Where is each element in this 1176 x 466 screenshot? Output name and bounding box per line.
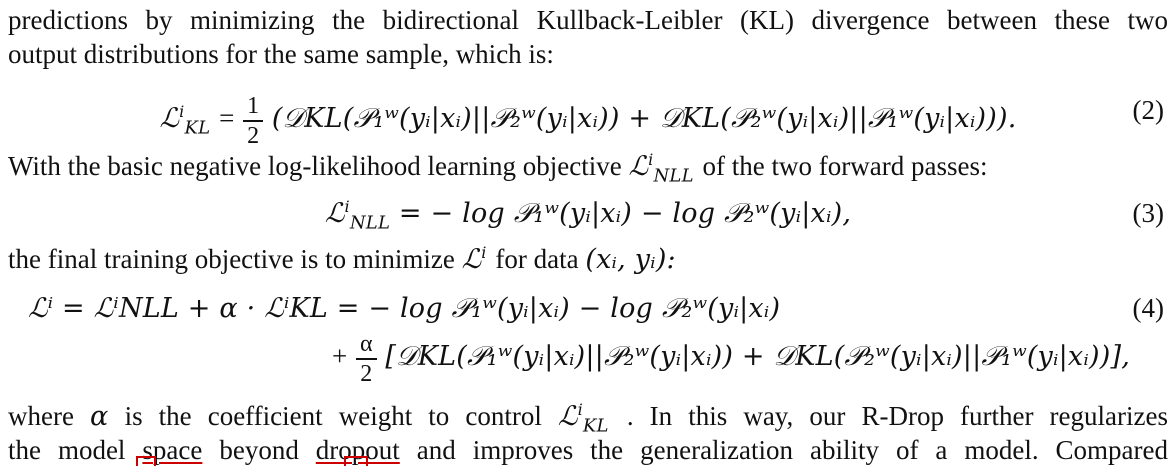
paragraph-bottom-space-word: space (142, 435, 203, 465)
text-mid-2-middle: for data (495, 244, 579, 274)
paragraph-bottom-line-2-part-3: and improves the generalization ability of a model. Compared (416, 435, 1169, 465)
equation-4-number: (4) (1132, 293, 1164, 323)
eq3-lhs-super: i (344, 197, 350, 216)
text-mid-1-symbol-main: ℒ (628, 151, 649, 182)
red-annotation-mark-2 (344, 456, 368, 466)
eq3-lhs-main: ℒ (324, 198, 345, 229)
text-mid-2-symbol-super: i (481, 243, 487, 262)
eq2-body: (𝒟KL(𝒫₁ʷ(yᵢ|xᵢ)||𝒫₂ʷ(yᵢ|xᵢ)) + 𝒟KL(𝒫₂ʷ(yᵢ|xᵢ)||𝒫₁ʷ(yᵢ|xᵢ))). (271, 103, 1017, 135)
eq3-lhs-sub: NLL (349, 212, 391, 234)
paragraph-bottom-suffix: . In this way, our R-Drop further regularizes (626, 401, 1168, 431)
text-mid-1-prefix: With the basic negative log-likelihood learning objective (8, 151, 622, 181)
text-mid-1-symbol-sub: NLL (653, 165, 694, 187)
paragraph-bottom-dropout-word: dropout (315, 435, 400, 465)
paragraph-bottom-line-2 (8, 434, 1168, 466)
equation-4-line-1 (28, 292, 780, 325)
paragraph-bottom-prefix: where (8, 401, 74, 431)
equation-3 (0, 197, 1176, 234)
text-mid-2 (8, 243, 1168, 276)
equation-3-number: (3) (1132, 198, 1164, 228)
eq2-equals: = (219, 103, 235, 134)
eq4-frac-num: α (356, 332, 377, 360)
eq2-frac-num: 1 (243, 94, 263, 122)
paragraph-top-line-1 (8, 4, 1168, 36)
eq2-lhs (159, 102, 220, 139)
paragraph-bottom-symbol-super: i (577, 400, 583, 419)
text-mid-1-suffix: of the two forward passes: (702, 151, 988, 181)
paragraph-bottom-line-2-part-2: beyond (219, 435, 299, 465)
paragraph-bottom-alpha: α (90, 401, 109, 432)
eq4-line-2-body: [𝒟KL(𝒫₁ʷ(yᵢ|xᵢ)||𝒫₂ʷ(yᵢ|xᵢ)) + 𝒟KL(𝒫₂ʷ(yᵢ|xᵢ)||𝒫₁ʷ(yᵢ|xᵢ))], (385, 341, 1130, 373)
paragraph-top-line-2 (8, 38, 1168, 70)
eq2-frac-den: 2 (247, 123, 260, 149)
eq4-line-1-text: ℒⁱ = ℒⁱNLL + α · ℒⁱKL = − log 𝒫₁ʷ(yᵢ|xᵢ) − log 𝒫₂ʷ(yᵢ|xᵢ) (28, 293, 781, 324)
red-annotation-mark-1 (136, 456, 156, 466)
eq3-rhs: = − log 𝒫₁ʷ(yᵢ|xᵢ) − log 𝒫₂ʷ(yᵢ|xᵢ), (398, 198, 852, 229)
paragraph-top-line-2-text: output distributions for the same sample, which is: (8, 39, 554, 69)
paragraph-bottom-line-1 (8, 400, 1168, 437)
equation-2-number: (2) (1132, 95, 1164, 125)
text-mid-1-symbol (628, 150, 702, 187)
eq4-line-2-prefix: + (332, 341, 348, 372)
eq4-fraction (356, 332, 377, 386)
text-mid-1-symbol-super: i (648, 150, 654, 169)
text-mid-1 (8, 150, 1168, 187)
eq2-lhs-sub: KL (184, 117, 211, 139)
eq2-lhs-super: i (179, 102, 185, 122)
paragraph-bottom-symbol (557, 400, 627, 437)
equation-4-line-2 (332, 332, 1130, 386)
text-mid-2-prefix: the final training objective is to minimize (8, 244, 455, 274)
text-mid-2-symbol (462, 244, 496, 275)
equation-2 (0, 94, 1176, 148)
text-mid-2-symbol-main: ℒ (461, 244, 482, 275)
eq4-frac-den: 2 (360, 361, 373, 387)
eq2-fraction (243, 94, 263, 148)
text-mid-2-data-pair: (xᵢ, yᵢ): (585, 244, 676, 275)
eq2-lhs-main: ℒ (159, 103, 180, 135)
paragraph-bottom-symbol-sub: KL (582, 415, 609, 437)
paragraph-bottom-symbol-main: ℒ (557, 401, 578, 432)
eq3-lhs (324, 197, 399, 234)
paragraph-bottom-line-2-part-1: the model (8, 435, 126, 465)
paragraph-bottom-mid: is the coefficient weight to control (124, 401, 542, 431)
paragraph-top-line-1-text: predictions by minimizing the bidirectional Kullback-Leibler (KL) divergence between these two (8, 5, 1168, 35)
